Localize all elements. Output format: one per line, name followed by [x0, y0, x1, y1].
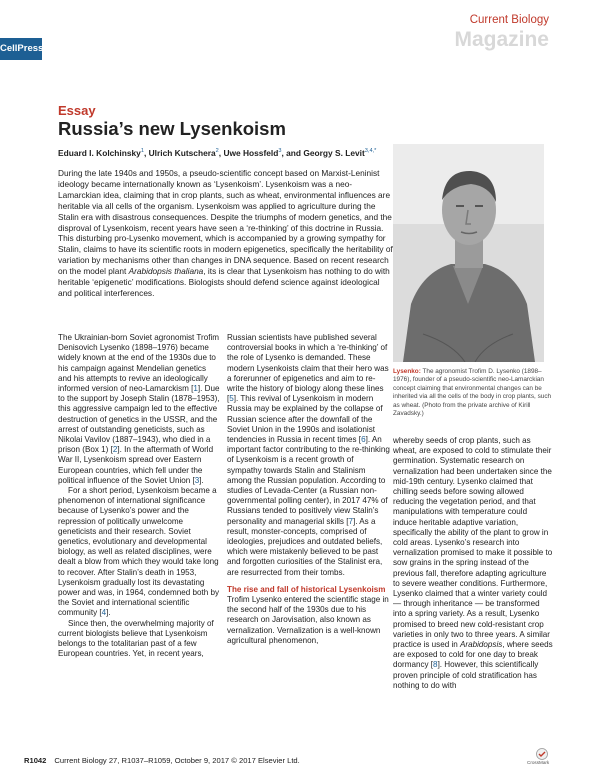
page-footer [24, 756, 300, 765]
crossmark-icon [536, 748, 548, 760]
body-text: whereby seeds of crop plants, such as wheat, are exposed to cold to stimulate their germination. Systematic research on vernalization had been undertaken since the mid-19th century. Lysenko claimed that chilling seeds before sowing allowed reducing the vegetation period, and that manipulations with temperature could induce heritable adaptive variation, specifically the ability of the plant to grow in cold areas. Lysenko’s research into vernalization promised to make it possible to sow grains in the spring instead of the previous fall, therefore adapting agriculture to severe weather conditions. Furthermore, Lysenko claimed that a winter variety could — through inheritance — be transformed into a spring variety. As a result, Lysenko promised to breed new cold-resistant crop varieties in only two to three years. A similar practice is used in [393, 436, 553, 650]
body-text: ]. Due to the support by Joseph Stalin (1878–1953), this aggressive campaign led to the effective destruction of genetics in the USSR, and the arrest of outstanding geneticists, such as Nikolai Vavilov (1887–1943), who died in a prison (Box 1) [ [58, 384, 220, 455]
author-name[interactable]: Georgy S. Levit [303, 148, 365, 158]
abstract-text: During the late 1940s and 1950s, a pseudo-scientific concept based on Marxist-Leninist ideology became internationally known as ‘Lysenkoism’. Lysenkoism was a neo-Lamarckian idea, claiming that in crop plants, such as wheat, environmental influences are heritable via all cells of the organism. Lysenkoism was applied to agriculture during the Stalin era with disastrous consequences. Despite the triumphs of modern genetics, and the disproval of Lysenkoism, recent years have seen a ‘re-thinking’ of this doctrine in Russia. This disturbing pro-Lysenko movement, which is accompanied by a growing sympathy for Stalin, claims to have its scientific roots in modern epigenetics, specifically the heritability of variation by mechanisms other than changes in DNA sequence. Based on recent research on the model plant [58, 168, 393, 277]
reference-link[interactable]: 6 [361, 435, 366, 445]
author-list [58, 148, 376, 158]
reference-link[interactable]: 5 [229, 394, 234, 404]
author-affiliation[interactable]: 3,4,* [364, 148, 377, 155]
reference-link[interactable]: 4 [101, 608, 107, 618]
body-text: ]. An important factor contributing to the re-thinking of Lysenkoism is a recent growth of sympathy towards Stalin and Stalinism among the Russian population. According to studies of Levada-Center (a Russian non-governmental polling center), in 2017 47% of Russians tended to positively view Stalin’s personality and managerial skills [ [227, 435, 390, 526]
author-name[interactable]: Uwe Hossfeld [223, 148, 279, 158]
author-separator: , [143, 148, 149, 158]
body-text: ]. This revival of Lysenkoism in modern Russia may be explained by the collapse of Russian science after the downfall of the Soviet Union in the 1990s and isolationist tendencies in Russia in recent times [ [227, 394, 383, 445]
body-text: ]. [106, 608, 111, 618]
abstract-species: Arabidopsis thaliana [128, 266, 204, 277]
body-text: ]. However, this scientifically proven principle of cold stratification has nothing to do with [393, 660, 539, 690]
species-name: Arabidopsis [460, 640, 503, 650]
reference-link[interactable]: 8 [433, 660, 438, 670]
caption-text: The agronomist Trofim D. Lysenko (1898–1976), founder of a pseudo-scientific neo-Lamarckian concept claiming that environmental changes can be inherited via all the cells of the body in crop plants, such as wheat. (Photo from the private archive of Kirill Zavadsky.) [393, 368, 552, 418]
subsection-heading: The rise and fall of historical Lysenkoism [227, 584, 386, 594]
figure-caption [393, 368, 553, 418]
body-column-3 [393, 436, 553, 691]
body-paragraph [393, 436, 553, 691]
page-number: R1042 [24, 756, 47, 765]
body-paragraph [227, 333, 390, 578]
body-column-1 [58, 333, 221, 660]
citation-line: Current Biology 27, R1037–R1059, October 9, 2017 © 2017 Elsevier Ltd. [54, 756, 300, 765]
crossmark-badge[interactable] [527, 748, 553, 768]
section-label: Essay [58, 103, 96, 118]
reference-link[interactable]: 3 [194, 475, 200, 485]
body-paragraph [58, 486, 221, 619]
author-affiliation[interactable]: 1 [140, 148, 144, 155]
cellpress-logo: CellPress [0, 38, 42, 60]
journal-header [0, 0, 603, 68]
abstract-text: , its is clear that Lysenkoism has nothing to do with heritable ‘epigenetic’ modifications. Biologists should defend science against ideological and political interferences. [58, 266, 390, 298]
author-separator: , [218, 148, 224, 158]
abstract [58, 168, 393, 299]
body-text: ]. In the aftermath of World War II, Lysenkoism spread over Eastern European countries, which fell under the political influence of the Soviet Union [ [58, 445, 214, 485]
body-text: The Ukrainian-born Soviet agronomist Trofim Denisovich Lysenko (1898–1976) became widely known at the end of the 1930s due to his campaign against Mendelian genetics and his attempts to revive an ideologically informed version of neo-Lamarckism [ [58, 333, 220, 394]
body-paragraph [58, 333, 221, 486]
author-name[interactable]: Ulrich Kutschera [148, 148, 216, 158]
author-affiliation[interactable]: 3 [278, 148, 282, 155]
reference-link[interactable]: 7 [348, 516, 353, 526]
reference-link[interactable]: 2 [112, 445, 118, 455]
caption-label: Lysenko: [393, 368, 421, 375]
body-text: Russian scientists have published several controversial books in which a ‘re-thinking’ of the role of Lysenko is demanded. These modern Lysenkoists claim that their hero was a forerunner of epigenetics and aim to re-write the history of biology along these lines [ [227, 333, 389, 404]
body-text: ]. As a result, monster-concepts, comprised of ideologies, prejudices and outdated beliefs, which were mistakenly believed to be past and forgotten curiosities of the Stalinist era, are resurrected from their tombs. [227, 516, 383, 577]
body-column-2 [227, 333, 390, 646]
body-text: , where seeds are exposed to cold for one day to break dormancy [ [393, 640, 553, 670]
portrait-illustration [393, 144, 544, 362]
journal-name: Current Biology [469, 14, 549, 26]
lysenko-photo [393, 144, 544, 362]
reference-link[interactable]: 1 [193, 384, 198, 394]
article-title: Russia’s new Lysenkoism [58, 118, 286, 139]
author-separator: , and [281, 148, 304, 158]
body-paragraph: Trofim Lysenko entered the scientific stage in the second half of the 1930s due to his research on Jarovisation, also known as vernalization. Vernalization is a well-known agricultural phenomenon, [227, 595, 389, 645]
body-text: ]. [199, 475, 204, 485]
author-affiliation[interactable]: 2 [215, 148, 219, 155]
magazine-label: Magazine [454, 28, 549, 51]
body-paragraph: Since then, the overwhelming majority of current biologists believe that Lysenkoism belongs to the totalitarian past of a few European countries. Yet, in recent years, [58, 618, 214, 659]
author-name[interactable]: Eduard I. Kolchinsky [58, 148, 141, 158]
crossmark-label: CrossMark [527, 760, 550, 765]
body-text: For a short period, Lysenkoism became a phenomenon of international significance because of Lysenko’s power and the repression of politically unwelcome geneticists and their research. Soviet genetics, evolutionary and developmental biology, as well as related disciplines, were dealt a blow from which they would take long to recover. After Stalin’s death in 1953, Lysenkoism gradually lost its devastating power and was, in 1964, condemned both by the Soviet and international scientific community [ [58, 486, 220, 618]
